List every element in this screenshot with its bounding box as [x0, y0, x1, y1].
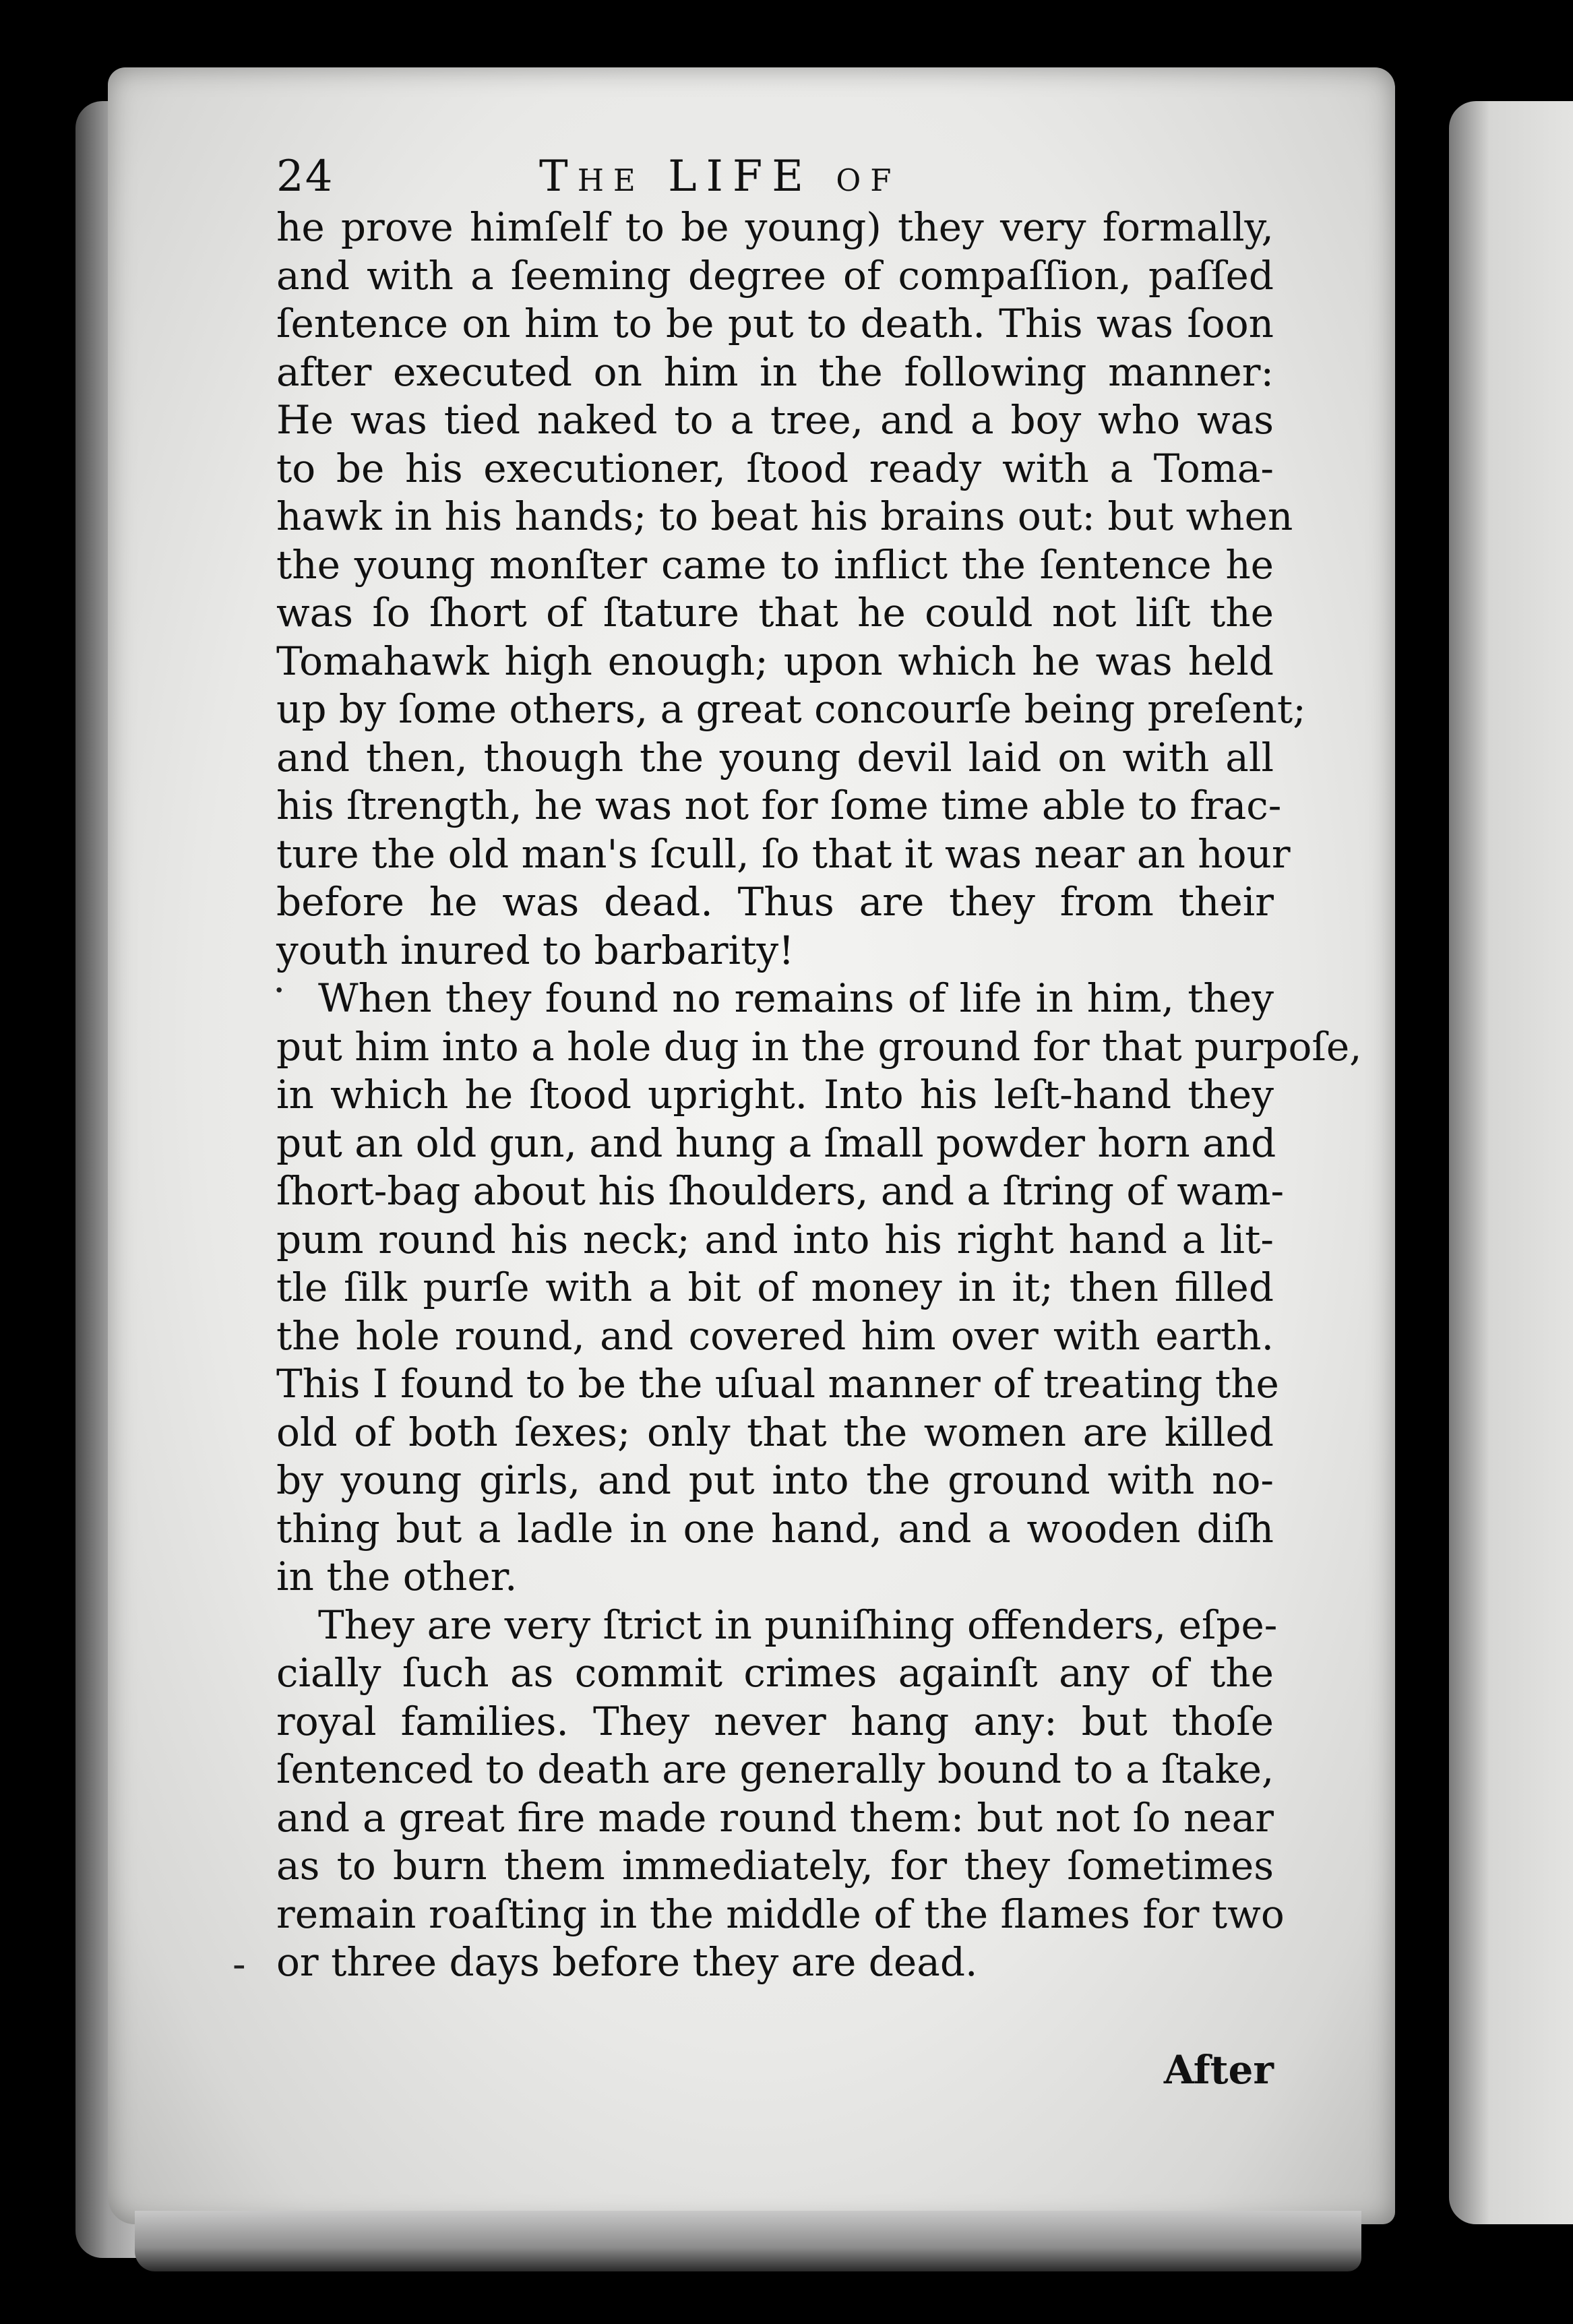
text-line: ſentence on him to be put to death. This was ſoon: [276, 301, 1274, 346]
text-line: thing but a ladle in one hand, and a wooden diſh: [276, 1505, 1274, 1552]
text-line: ſhort-bag about his ſhoulders, and a ſtring of wam-: [276, 1168, 1285, 1214]
text-line: They are very ſtrict in puniſhing offenders, eſpe-: [318, 1601, 1278, 1648]
text-line: He was tied naked to a tree, and a boy who was: [276, 397, 1274, 443]
text-line: he prove himſelf to be young) they very formally,: [276, 204, 1274, 250]
text-line: youth inured to barbarity!: [276, 927, 795, 973]
running-title: The LIFE of: [539, 152, 901, 202]
running-head: [276, 150, 1274, 204]
text-line: the hole round, and covered him over with earth.: [276, 1312, 1274, 1359]
text-line: by young girls, and put into the ground with no-: [276, 1457, 1274, 1503]
text-line: remain roaſting in the middle of the flames for two: [276, 1891, 1285, 1937]
text-line: in the other.: [276, 1554, 518, 1599]
text-line: old of both ſexes; only that the women are killed: [276, 1409, 1274, 1455]
text-line: ſentenced to death are generally bound to a ſtake,: [276, 1746, 1274, 1792]
text-line: hawk in his hands; to beat his brains out: but when: [276, 493, 1293, 539]
paragraph: [276, 1601, 1285, 1987]
text-line: royal families. They never hang any: but thoſe: [276, 1698, 1274, 1744]
text-line: was ſo ſhort of ſtature that he could not liſt the: [276, 590, 1274, 636]
text-line: cially ſuch as commit crimes againſt any of the: [276, 1650, 1274, 1696]
text-line: When they found no remains of life in him, they: [318, 975, 1274, 1021]
text-line: or three days before they are dead.: [276, 1939, 978, 1985]
text-line: This I found to be the uſual manner of treating the: [276, 1361, 1279, 1407]
text-line: after executed on him in the following manner:: [276, 348, 1274, 395]
text-line: put an old gun, and hung a ſmall powder horn and: [276, 1120, 1276, 1166]
catchword: After: [1163, 2046, 1274, 2093]
text-line: to be his executioner, ſtood ready with a Toma-: [276, 445, 1274, 491]
text-line: in which he ſtood upright. Into his leſt-hand they: [276, 1072, 1274, 1118]
page-text: [276, 150, 1362, 2093]
text-line: and then, though the young devil laid on with all: [276, 734, 1274, 781]
page-number: 24: [276, 152, 334, 202]
text-line: before he was dead. Thus are they from their: [276, 879, 1274, 925]
text-line: and with a ſeeming degree of compaſſion, paſſed: [276, 252, 1274, 299]
text-line: pum round his neck; and into his right hand a lit-: [276, 1216, 1274, 1262]
text-line: ture the old man's ſcull, ſo that it was near an hour: [276, 830, 1291, 877]
margin-speck: -: [233, 1941, 246, 1987]
text-line: up by ſome others, a great concourſe being preſent;: [276, 686, 1306, 732]
text-line: Tomahawk high enough; upon which he was held: [276, 638, 1274, 684]
paragraph: [276, 204, 1306, 975]
body-text: [276, 204, 1362, 2046]
text-line: put him into a hole dug in the ground for that purpoſe,: [276, 1023, 1362, 1070]
page-bottom-edge: [135, 2211, 1361, 2271]
paragraph: [276, 975, 1362, 1601]
text-line: as to burn them immediately, for they ſometimes: [276, 1843, 1274, 1889]
text-line: the young monſter came to inflict the ſentence he: [276, 541, 1274, 588]
facing-page-edge: [1449, 101, 1573, 2224]
text-line: tle ſilk purſe with a bit of money in it; then filled: [276, 1264, 1274, 1310]
text-line: and a great fire made round them: but not ſo near: [276, 1794, 1274, 1841]
text-line: his ſtrength, he was not for ſome time able to frac-: [276, 783, 1282, 828]
margin-speck: ·: [273, 967, 286, 1013]
